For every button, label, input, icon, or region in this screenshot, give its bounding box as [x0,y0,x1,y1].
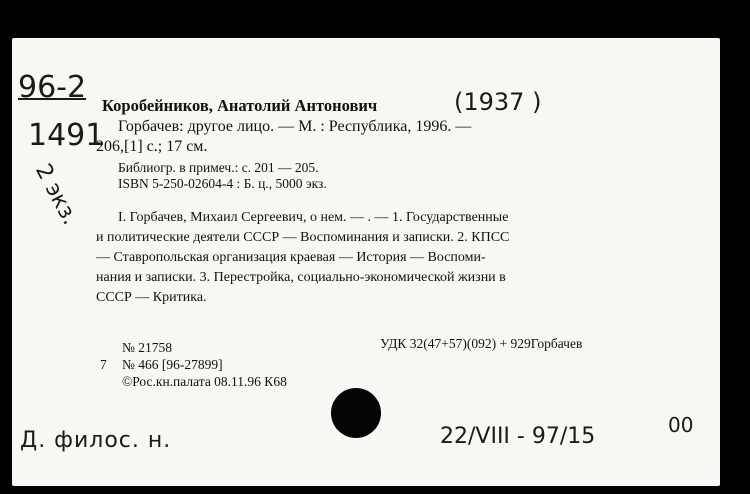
title-statement: Горбачев: другое лицо. — М. : Республика, 1996. — [118,118,472,135]
handwritten-copies: 2 экз. [29,160,83,230]
record-number-prefix: 7 [100,357,107,372]
udc-classification: УДК 32(47+57)(092) + 929Горбачев [380,336,583,351]
handwritten-birth-year: (1937 ) [454,88,542,116]
subject-line: нания и записки. 3. Перестройка, социально-экономической жизни в [96,270,506,285]
handwritten-number: 1491 [28,118,105,153]
subject-line: и политические деятели СССР — Воспоминания и записки. 2. КПСС [96,230,510,245]
handwritten-date-note: 22/VIII - 97/15 [440,424,596,449]
subject-line: — Ставропольская организация краевая — История — Воспоми- [96,250,486,265]
author-heading: Коробейников, Анатолий Антонович [102,96,378,115]
handwritten-code: 96-2 [18,70,87,105]
subject-line: СССР — Критика. [96,290,207,305]
book-chamber-stamp: ©Рос.кн.палата 08.11.96 К68 [122,374,287,389]
record-number: № 21758 [122,340,173,355]
isbn-line: ISBN 5-250-02604-4 : Б. ц., 5000 экз. [118,176,327,191]
handwritten-corner-mark: 00 [668,413,694,437]
card-punch-hole [331,388,381,438]
bibliography-note: Библиогр. в примеч.: с. 201 — 205. [118,160,319,175]
record-number-2: № 466 [96-27899] [122,357,223,372]
subject-headings [96,208,666,308]
subject-line: I. Горбачев, Михаил Сергеевич, о нем. — . — 1. Государственные [118,210,509,225]
physical-description: 206,[1] с.; 17 см. [96,138,208,155]
handwritten-subject-note: Д. филос. н. [20,428,172,453]
